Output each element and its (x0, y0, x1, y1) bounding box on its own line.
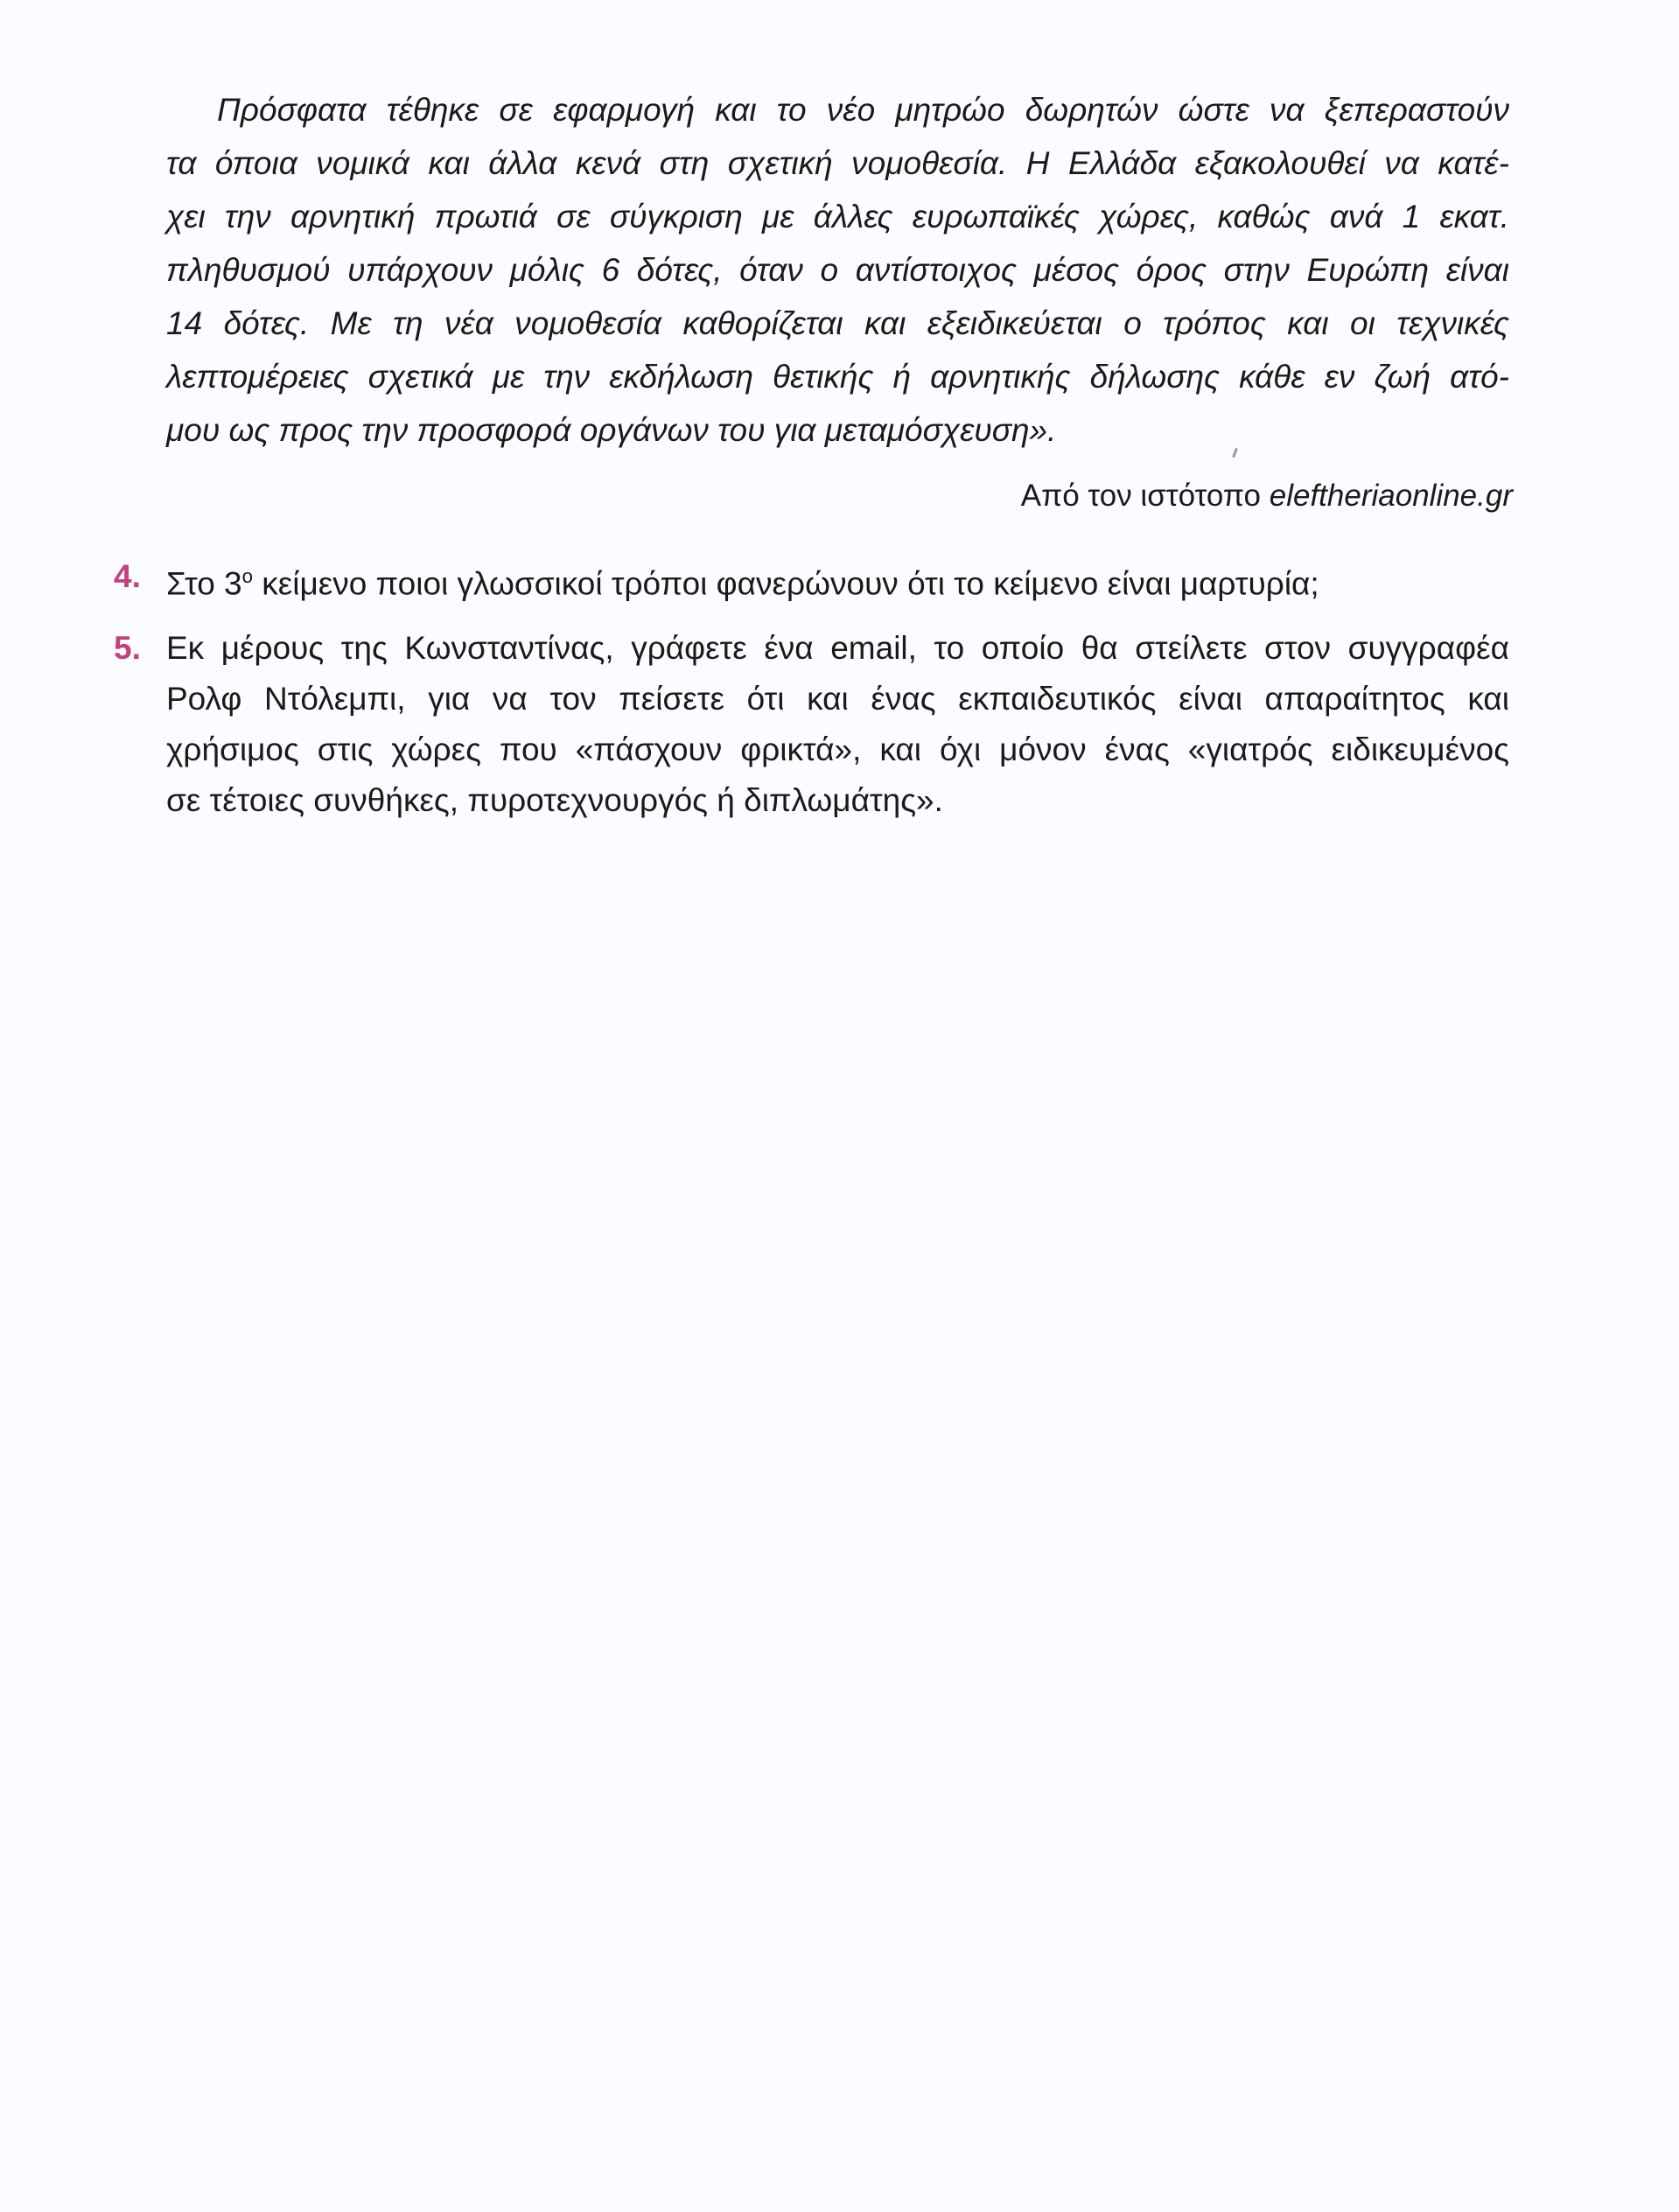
question-text-line: σε τέτοιες συνθήκες, πυροτεχνουργός ή διπλωμάτης». (166, 782, 943, 819)
source-citation (1021, 477, 1513, 515)
source-prefix: Από τον ιστότοπο (1020, 479, 1270, 513)
question-text-line: χρήσιμος στις χώρες που «πάσχουν φρικτά», και όχι μόνον ένας «γιατρός ειδικευμένος (166, 732, 1509, 768)
question-number: 5. (114, 630, 141, 667)
question-item (114, 623, 1509, 826)
question-number: 4. (114, 558, 141, 594)
question-text-line: Στο $3^o$ κείμενο ποιοι γλωσσικοί τρόποι φανερώνουν ότι το κείμενο είναι μαρτυρία; (166, 565, 1319, 602)
quote-line: τα όποια νομικά και άλλα κενά στη σχετική νομοθεσία. Η Ελλάδα εξακολουθεί να κατέ- (166, 145, 1509, 181)
question-text-line: Εκ μέρους της Κωνσταντίνας, γράφετε ένα email, το οποίο θα στείλετε στον συγγραφέα (166, 630, 1509, 667)
question-text-line: Ρολφ Ντόλεμπι, για να τον πείσετε ότι και ένας εκπαιδευτικός είναι απαραίτητος και (166, 681, 1509, 718)
quote-line: 14 δότες. Με τη νέα νομοθεσία καθορίζεται και εξειδικεύεται ο τρόπος και οι τεχνικές (166, 305, 1509, 341)
question-item (114, 551, 1509, 609)
quote-line: Πρόσφατα τέθηκε σε εφαρμογή και το νέο μητρώο δωρητών ώστε να ξεπεραστούν (217, 92, 1509, 128)
quote-line: χει την αρνητική πρωτιά σε σύγκριση με άλλες ευρωπαϊκές χώρες, καθώς ανά 1 εκατ. (166, 199, 1509, 234)
quote-line: πληθυσμού υπάρχουν μόλις 6 δότες, όταν ο αντίστοιχος μέσος όρος στην Ευρώπη είναι (166, 252, 1509, 288)
quoted-passage (166, 83, 1509, 457)
quote-line: μου ως προς την προσφορά οργάνων του για μεταμόσχευση». (166, 412, 1057, 448)
quote-line: λεπτομέρειες σχετικά με την εκδήλωση θετικής ή αρνητικής δήλωσης κάθε εν ζωή ατό- (166, 359, 1509, 395)
source-site: eleftheriaonline.gr (1269, 479, 1513, 513)
questions-list (114, 551, 1509, 840)
